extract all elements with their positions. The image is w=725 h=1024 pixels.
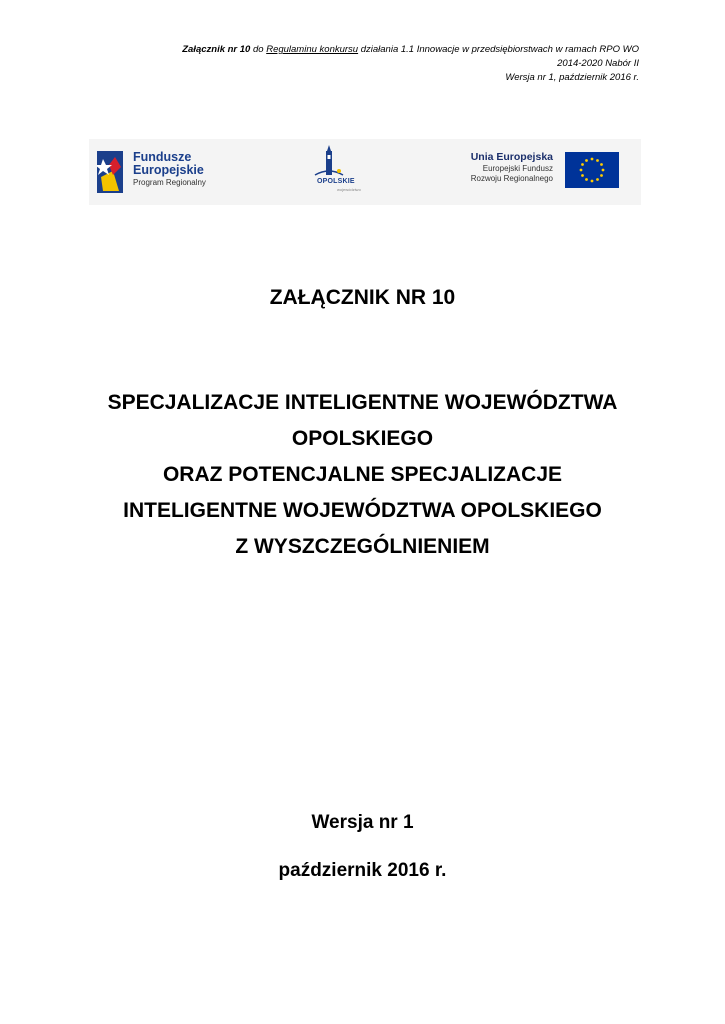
fe-name-line2: Europejskie xyxy=(133,163,204,177)
annex-title: ZAŁĄCZNIK NR 10 xyxy=(269,286,456,309)
header-line-1 xyxy=(79,43,639,57)
fe-name-line1: Fundusze xyxy=(133,150,192,164)
title-line: INTELIGENTNE WOJEWÓDZTWA OPOLSKIEGO xyxy=(123,499,602,522)
version-label: Wersja nr 1 xyxy=(311,812,414,833)
title-line: Z WYSZCZEGÓLNIENIEM xyxy=(235,535,490,558)
eu-flag-icon xyxy=(565,152,619,188)
header-line-3: Wersja nr 1, październik 2016 r. xyxy=(505,72,639,83)
opolskie-logo xyxy=(307,145,377,199)
regulation-ref: Regulaminu konkursu xyxy=(266,44,359,55)
opolskie-wordmark: OPOLSKIE xyxy=(317,178,355,185)
fe-star-icon xyxy=(97,147,127,195)
date-label: październik 2016 r. xyxy=(278,860,447,881)
document-title xyxy=(0,385,725,565)
opolskie-tower-icon xyxy=(307,145,377,179)
fe-program: Program Regionalny xyxy=(133,178,206,187)
annex-ref: Załącznik nr 10 xyxy=(182,44,251,55)
eu-name: Unia Europejska xyxy=(470,151,553,163)
header-line-2: 2014-2020 Nabór II xyxy=(557,58,639,69)
document-header xyxy=(79,43,639,85)
title-line: ORAZ POTENCJALNE SPECJALIZACJE xyxy=(162,463,563,486)
eu-fund-line1: Europejski Fundusz xyxy=(482,164,553,173)
header-connector: do xyxy=(250,44,267,55)
eu-fund-line2: Rozwoju Regionalnego xyxy=(470,174,553,183)
fundusze-europejskie-logo xyxy=(97,147,227,197)
title-line: SPECJALIZACJE INTELIGENTNE WOJEWÓDZTWA xyxy=(107,391,618,414)
opolskie-sub: województwo xyxy=(337,187,361,192)
title-line: OPOLSKIEGO xyxy=(291,427,434,450)
header-action-text: działania 1.1 Innowacje w przedsiębiorstwach w ramach RPO WO xyxy=(358,44,639,55)
eu-logo xyxy=(463,149,633,193)
logo-bar xyxy=(89,139,641,205)
